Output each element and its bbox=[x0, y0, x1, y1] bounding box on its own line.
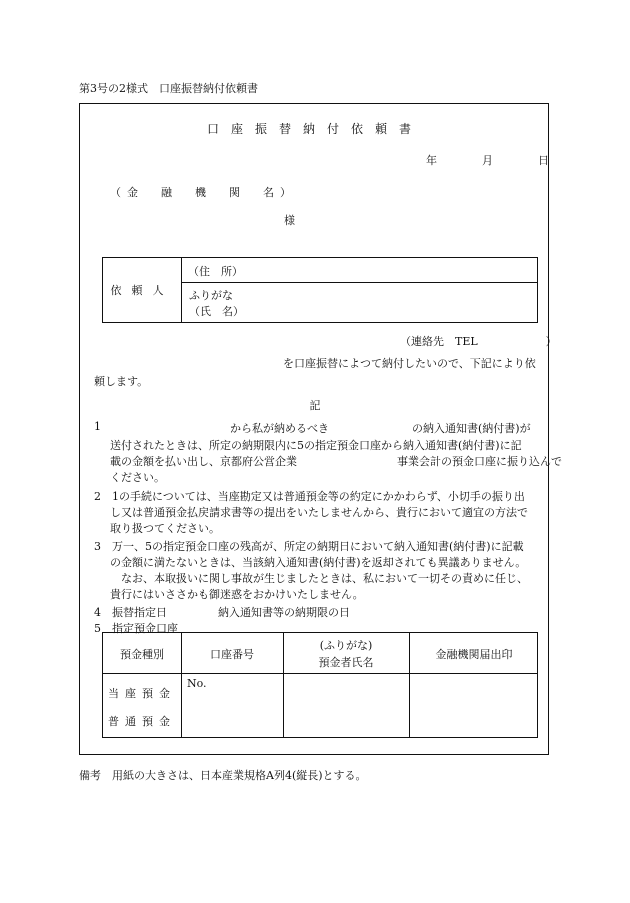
header-bank-seal: 金融機関届出印 bbox=[435, 648, 513, 661]
holder-name-cell[interactable] bbox=[284, 674, 408, 738]
item1-line3a: 載の金額を払い出し、京都府公営企業 bbox=[110, 455, 297, 468]
type-savings[interactable]: 普通預金 bbox=[108, 715, 176, 728]
account-number-prefix: No. bbox=[187, 677, 207, 690]
header-account-number: 口座番号 bbox=[210, 648, 254, 661]
item1-b: の納入通知書(納付書)が bbox=[412, 422, 531, 435]
contact-line bbox=[400, 333, 557, 349]
account-table bbox=[102, 632, 538, 738]
name-label: （氏 名） bbox=[189, 305, 244, 318]
item2-line1: 2 1の手続については、当座勘定又は普通預金等の約定にかかわらず、小切手の振り出 bbox=[94, 490, 525, 503]
furigana-label: ふりがな bbox=[189, 289, 233, 302]
item2-line3: 取り扱つてください。 bbox=[110, 522, 220, 535]
intro-line-1: を口座振替によつて納付したいので、下記により依 bbox=[283, 357, 536, 370]
header-holder-name: 預金者氏名 bbox=[318, 656, 374, 669]
address-label: （住 所） bbox=[188, 265, 243, 278]
item5-label: 5 指定預金口座 bbox=[94, 622, 178, 635]
ki-heading: 記 bbox=[309, 399, 321, 412]
form-label: 第3号の2様式 口座振替納付依頼書 bbox=[79, 82, 258, 95]
address-row[interactable] bbox=[181, 258, 537, 283]
item4-label: 4 振替指定日 bbox=[94, 606, 167, 619]
type-current[interactable]: 当座預金 bbox=[108, 687, 176, 700]
item1-line3b: 事業会計の預金口座に振り込んで bbox=[397, 455, 562, 468]
footer-note: 備考 用紙の大きさは、日本産業規格A列4(縦長)とする。 bbox=[79, 769, 367, 782]
item4-value: 納入通知書等の納期限の日 bbox=[218, 606, 350, 619]
bank-name-label: （金 融 機 関 名） bbox=[110, 186, 297, 199]
item3-line1: 3 万一、5の指定預金口座の残高が、所定の納期日において納入通知書(納付書)に記載 bbox=[94, 540, 524, 553]
year-label: 年 bbox=[426, 154, 437, 167]
header-holder-furigana: (ふりがな) bbox=[319, 639, 373, 652]
requester-table bbox=[102, 257, 538, 323]
item3-line3: なお、本取扱いに関し事故が生じましたときは、私において一切その責めに任じ、 bbox=[121, 572, 528, 585]
contact-label: （連絡先 TEL bbox=[400, 335, 478, 348]
seal-cell[interactable] bbox=[410, 674, 538, 738]
requester-label: 依頼人 bbox=[103, 258, 182, 322]
item3-line4: 貴行にはいささかも御迷惑をおかけいたしません。 bbox=[110, 588, 364, 601]
month-label: 月 bbox=[482, 154, 493, 167]
day-label: 日 bbox=[538, 154, 549, 167]
item1-num: 1 bbox=[94, 420, 101, 433]
item3-line2: の金額に満たないときは、当該納入通知書(納付書)を返却されても異議ありません。 bbox=[110, 556, 527, 569]
honorific: 様 bbox=[284, 214, 295, 227]
header-deposit-type: 預金種別 bbox=[120, 648, 164, 661]
contact-close: ） bbox=[545, 335, 557, 348]
intro-line-2: 頼します。 bbox=[94, 375, 149, 388]
date-line bbox=[426, 152, 549, 168]
item2-line2: し又は普通預金払戻請求書等の提出をいたしませんから、貴行において適宜の方法で bbox=[110, 506, 528, 519]
item1-line2: 送付されたときは、所定の納期限内に5の指定預金口座から納入通知書(納付書)に記 bbox=[110, 439, 522, 452]
form-title: 口座振替納付依頼書 bbox=[206, 122, 423, 136]
item1-line4: ください。 bbox=[110, 471, 165, 484]
item1-a: から私が納めるべき bbox=[230, 422, 329, 435]
